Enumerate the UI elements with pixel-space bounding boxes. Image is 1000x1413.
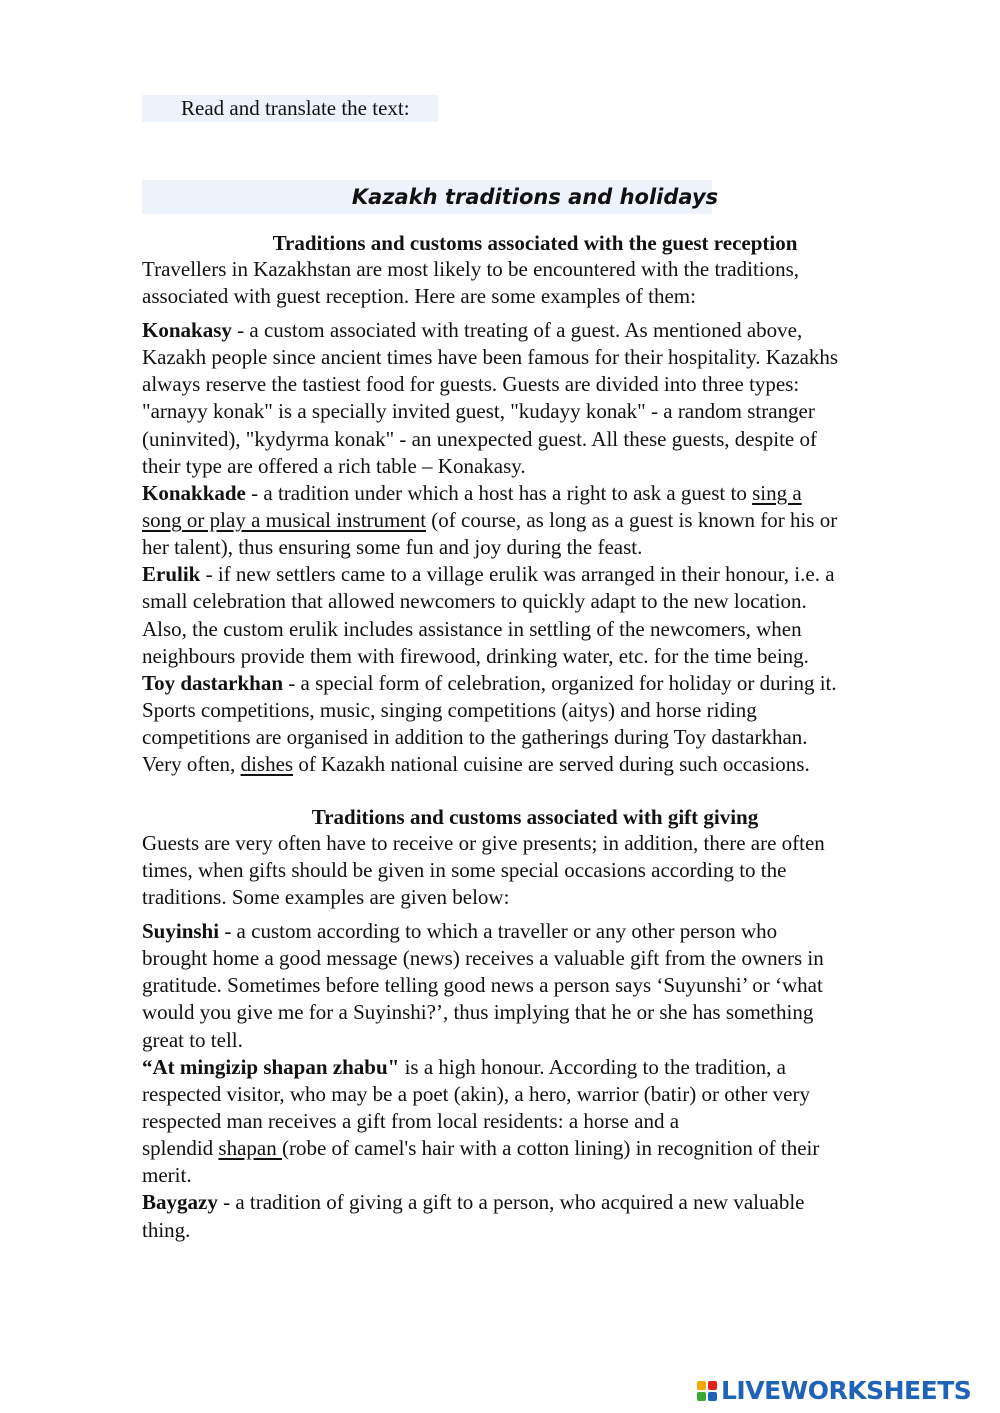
guest-reception-intro [142, 256, 942, 310]
text-line: her talent), thus ensuring some fun and joy during the feast. [142, 535, 643, 560]
section-heading-guest-reception: Traditions and customs associated with the guest reception [272, 231, 798, 255]
underlined-phrase: dishes [240, 752, 294, 777]
term-at-mingizip-shapan-zhabu: “At mingizip shapan zhabu" [142, 1054, 400, 1079]
definition-text: splendid [142, 1136, 219, 1161]
erulik-line [142, 561, 942, 588]
definition-text: - a special form of celebration, organized for holiday or during it. [283, 670, 837, 695]
text-line: their type are offered a rich table – Konakasy. [142, 453, 526, 478]
text-line [142, 751, 942, 778]
text-line: competitions are organised in addition to the gatherings during Toy dastarkhan. [142, 725, 808, 750]
underlined-phrase: shapan [218, 1136, 282, 1161]
baygazy-line [142, 1189, 942, 1216]
text-line: merit. [142, 1163, 192, 1188]
underlined-phrase: sing a [752, 480, 802, 505]
text-line: respected man receives a gift from local residents: a horse and a [142, 1108, 680, 1133]
logo-text: LIVEWORKSHEETS [721, 1376, 972, 1405]
intro-line: traditions. Some examples are given below: [142, 885, 510, 910]
definition-text: (of course, as long as a guest is known for his or [426, 507, 838, 532]
gift-giving-customs [142, 918, 942, 1244]
definition-text: - a tradition of giving a gift to a person, who acquired a new valuable [217, 1190, 805, 1215]
page-title: Kazakh traditions and holidays [351, 185, 719, 209]
term-toy-dastarkhan: Toy dastarkhan [142, 670, 284, 695]
toy-dastarkhan-line [142, 670, 942, 697]
konakkade-line [142, 480, 942, 507]
text-line: Kazakh people since ancient times have been famous for their hospitality. Kazakhs [142, 345, 839, 370]
instruction-text: Read and translate the text: [142, 95, 438, 122]
underlined-phrase: song or play a musical instrument [142, 507, 427, 532]
term-baygazy: Baygazy [142, 1190, 218, 1215]
text-line: always reserve the tastiest food for guests. Guests are divided into three types: [142, 372, 800, 397]
text-line [142, 1135, 942, 1162]
text-line: great to tell. [142, 1027, 243, 1052]
text-line: would you give me for a Suyinshi?’, thus implying that he or she has something [142, 1000, 814, 1025]
text-line: "arnayy konak" is a specially invited guest, "kudayy konak" - a random stranger [142, 399, 815, 424]
shapan-line [142, 1054, 942, 1081]
definition-text: - a tradition under which a host has a right to ask a guest to [245, 480, 753, 505]
liveworksheets-logo-icon [697, 1378, 719, 1404]
text-line: small celebration that allowed newcomers to quickly adapt to the new location. [142, 589, 807, 614]
guest-reception-customs [142, 317, 942, 778]
definition-text: of Kazakh national cuisine are served during such occasions. [293, 752, 810, 777]
gift-giving-intro [142, 830, 942, 911]
text-line [142, 507, 942, 534]
intro-line: Travellers in Kazakhstan are most likely to be encountered with the traditions, [142, 257, 800, 281]
text-line: respected visitor, who may be a poet (akin), a hero, warrior (batir) or other very [142, 1081, 810, 1106]
definition-text: - if new settlers came to a village erulik was arranged in their honour, i.e. a [200, 562, 835, 587]
text-line: neighbours provide them with firewood, drinking water, etc. for the time being. [142, 643, 809, 668]
konakasy-line [142, 317, 942, 344]
suyinshi-line [142, 918, 942, 945]
text-line: thing. [142, 1217, 191, 1242]
definition-text: - a custom according to which a traveller or any other person who [219, 919, 778, 943]
term-suyinshi: Suyinshi [142, 919, 220, 943]
liveworksheets-logo [697, 1376, 997, 1406]
text-line: (uninvited), "kydyrma konak" - an unexpected guest. All these guests, despite of [142, 426, 817, 451]
term-konakasy: Konakasy [142, 318, 232, 342]
intro-line: times, when gifts should be given in some special occasions according to the [142, 858, 787, 883]
definition-text: Very often, [142, 752, 241, 777]
text-line: gratitude. Sometimes before telling good news a person says ‘Suyunshi’ or ‘what [142, 973, 823, 998]
section-heading-gift-giving: Traditions and customs associated with gift giving [311, 805, 759, 829]
text-line: Also, the custom erulik includes assistance in settling of the newcomers, when [142, 616, 802, 641]
intro-line: associated with guest reception. Here are some examples of them: [142, 284, 696, 309]
text-line: Sports competitions, music, singing competitions (aitys) and horse riding [142, 697, 757, 722]
definition-text: is a high honour. According to the tradition, a [399, 1054, 786, 1079]
definition-text: (robe of camel's hair with a cotton lining) in recognition of their [282, 1136, 820, 1161]
definition-text: - a custom associated with treating of a guest. As mentioned above, [231, 318, 803, 342]
term-erulik: Erulik [142, 562, 201, 587]
intro-line: Guests are very often have to receive or give presents; in addition, there are often [142, 831, 825, 855]
text-line: brought home a good message (news) receives a valuable gift from the owners in [142, 946, 824, 971]
term-konakkade: Konakkade [142, 480, 246, 505]
